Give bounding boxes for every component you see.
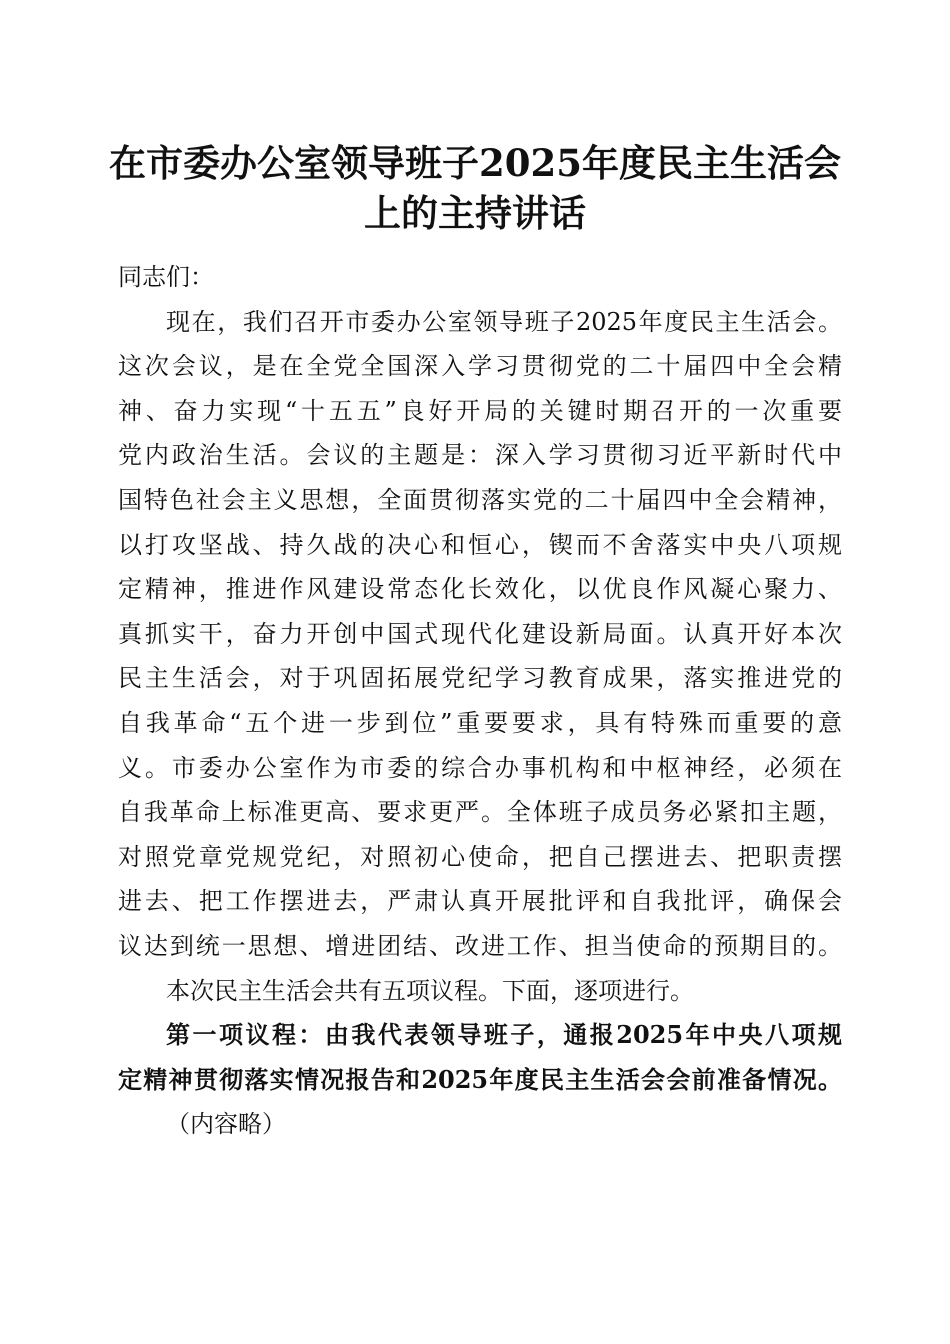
paragraph-line: 自我革命上标准更高、要求更严。全体班子成员务必紧扣主题，	[118, 798, 842, 827]
agenda-item-1	[118, 1013, 842, 1102]
paragraph-line: 对照党章党规党纪，对照初心使命，把自己摆进去、把职责摆	[118, 842, 842, 871]
agenda-line: 第一项议程：由我代表领导班子，通报2025年中央八项规	[166, 1020, 842, 1050]
paragraph-line: 进去、把工作摆进去，严肃认真开展批评和自我批评，确保会	[118, 887, 842, 916]
paragraph-line: 定精神，推进作风建设常态化长效化，以优良作风凝心聚力、	[118, 575, 842, 604]
paragraph-line: 真抓实干，奋力开创中国式现代化建设新局面。认真开好本次	[118, 619, 842, 648]
document-title	[100, 138, 850, 238]
paragraph-line: 民主生活会，对于巩固拓展党纪学习教育成果，落实推进党的	[118, 664, 842, 693]
paragraph-line: 现在，我们召开市委办公室领导班子2025年度民主生活会。	[166, 307, 842, 336]
salutation: 同志们：	[118, 263, 214, 291]
paragraph-line: 义。市委办公室作为市委的综合办事机构和中枢神经，必须在	[118, 753, 842, 782]
content-omitted-note: （内容略）	[166, 1110, 286, 1139]
agenda-intro-paragraph: 本次民主生活会共有五项议程。下面，逐项进行。	[166, 976, 694, 1005]
title-line-2: 上的主持讲话	[364, 191, 586, 235]
opening-paragraph	[118, 300, 842, 969]
paragraph-line: 党内政治生活。会议的主题是：深入学习贯彻习近平新时代中	[118, 441, 842, 470]
paragraph-line: 自我革命“五个进一步到位”重要要求，具有特殊而重要的意	[118, 708, 842, 737]
paragraph-line: 以打攻坚战、持久战的决心和恒心，锲而不舍落实中央八项规	[118, 530, 842, 559]
paragraph-line: 议达到统一思想、增进团结、改进工作、担当使命的预期目的。	[118, 931, 842, 960]
document-body	[118, 255, 842, 1147]
title-line-1: 在市委办公室领导班子2025年度民主生活会	[109, 141, 841, 185]
paragraph-line: 国特色社会主义思想，全面贯彻落实党的二十届四中全会精神，	[118, 485, 842, 514]
paragraph-line: 神、奋力实现“十五五”良好开局的关键时期召开的一次重要	[118, 396, 842, 425]
paragraph-line: 这次会议，是在全党全国深入学习贯彻党的二十届四中全会精	[118, 352, 842, 381]
agenda-line: 定精神贯彻落实情况报告和2025年度民主生活会会前准备情况。	[118, 1064, 842, 1094]
